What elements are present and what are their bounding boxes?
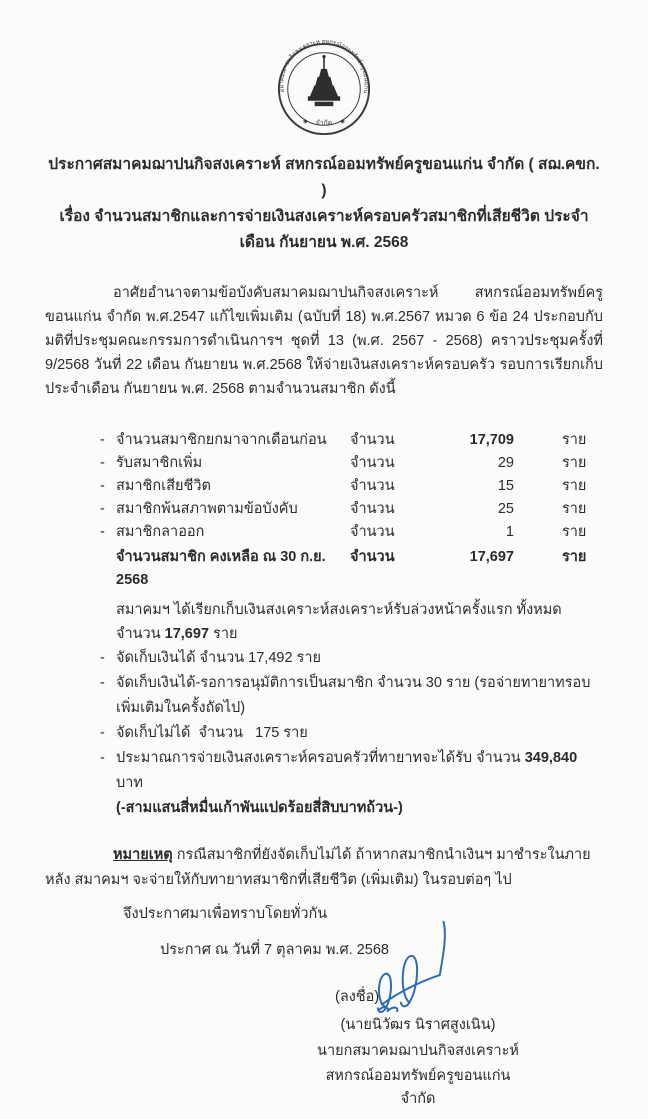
signature-stroke-loop-large: [401, 956, 417, 1006]
signer-name: (นายนิวัฒร นิราศสูงเนิน): [340, 1017, 496, 1033]
member-row-label: จำนวนสมาชิกยกมาจากเดือนก่อน: [116, 432, 327, 448]
seal-container: [45, 0, 603, 142]
bullet-dash: -: [100, 725, 105, 741]
announcement-title-line1: ประกาศสมาคมฌาปนกิจสงเคราะห์ สหกรณ์ออมทรัพย์ครูขอนแก่น จำกัด ( สฌ.คขก. ): [48, 156, 600, 199]
member-row-unit: ราย: [562, 524, 587, 540]
member-row-value: 25: [497, 501, 514, 517]
collection-item-pre: จัดเก็บเงินได้ จำนวน 17,492 ราย: [116, 650, 321, 666]
collection-item-estimated-payout: [100, 746, 603, 796]
announcement-title-line2: เรื่อง จำนวนสมาชิกและการจ่ายเงินสงเคราะห์ครอบครัวสมาชิกที่เสียชีวิต ประจำเดือน กันยายน พ.ศ. 2568: [59, 208, 589, 251]
seal-bottom-text: จำกัด: [315, 119, 333, 127]
bullet-dash-empty: [100, 546, 116, 592]
stupa-icon: [308, 55, 339, 105]
bullet-dash: -: [100, 455, 105, 471]
bullet-dash: -: [100, 478, 105, 494]
bullet-dash: -: [100, 524, 105, 540]
collection-intro-value: 17,697: [164, 626, 209, 642]
member-row-count-word: จำนวน: [350, 501, 395, 517]
member-row-label: สมาชิกลาออก: [116, 524, 205, 540]
member-row-unit: ราย: [562, 432, 587, 448]
member-row-value: 15: [497, 478, 514, 494]
signer-position-line1: นายกสมาคมฌาปนกิจสงเคราะห์: [317, 1043, 519, 1059]
collection-item-text: [116, 671, 603, 721]
collection-item-pre: ประมาณการจ่ายเงินสงเคราะห์ครอบครัวที่ทายาทจะได้รับ จำนวน: [116, 750, 525, 766]
bullet-dash: -: [100, 750, 105, 766]
collection-item-pre: จัดเก็บไม่ได้ จำนวน 175 ราย: [116, 725, 308, 741]
member-row-value: 17,709: [469, 432, 514, 448]
signature-block: [45, 969, 603, 1119]
signature-ink-icon: [367, 919, 467, 1014]
member-row-carried-over: [100, 429, 603, 452]
collection-item-text: [116, 721, 603, 746]
member-row-unit: ราย: [562, 455, 587, 471]
bullet-dash: -: [100, 432, 105, 448]
member-row-label: สมาชิกเสียชีวิต: [116, 478, 211, 494]
note-paragraph: [45, 843, 603, 893]
bullet-dash: -: [100, 650, 105, 666]
collection-item-pending-approval: [100, 671, 603, 721]
member-total-unit: ราย: [562, 549, 587, 565]
seal-star-right: ✱: [340, 119, 346, 126]
signer-position-line2: สหกรณ์ออมทรัพย์ครูขอนแก่น จำกัด: [325, 1068, 511, 1107]
collection-item-bold: 349,840: [524, 750, 578, 766]
member-row-deceased: [100, 475, 603, 498]
member-row-resigned: [100, 521, 603, 544]
association-seal-logo: [275, 40, 373, 138]
amount-in-words: (-สามแสนสี่หมื่นเก้าพันแปดร้อยสี่สิบบาทถ้วน-): [116, 800, 403, 816]
sign-here-label: (ลงชื่อ): [335, 989, 380, 1005]
collection-item-text: [116, 746, 603, 796]
collection-item-post: บาท: [116, 750, 582, 791]
member-row-unit: ราย: [562, 478, 587, 494]
closing-statement: จึงประกาศมาเพื่อทราบโดยทั่วกัน: [123, 906, 328, 922]
collection-item-text: [116, 646, 603, 671]
collection-intro-prefix: สมาคมฯ ได้เรียกเก็บเงินสงเคราะห์สงเคราะห์รับล่วงหน้าครั้งแรก ทั้งหมด จำนวน: [116, 602, 566, 642]
member-row-label: สมาชิกพ้นสภาพตามข้อบังคับ: [116, 501, 298, 517]
note-text: กรณีสมาชิกที่ยังจัดเก็บไม่ได้ ถ้าหากสมาชิกนำเงินฯ มาชำระในภายหลัง สมาคมฯ จะจ่ายให้กับทายาทสมาชิกที่เสียชีวิต (เพิ่มเติม) ในรอบต่อๆ ไป: [45, 847, 591, 888]
member-row-value: 29: [497, 455, 514, 471]
member-total-label: จำนวนสมาชิก คงเหลือ ณ 30 ก.ย. 2568: [116, 549, 326, 588]
member-row-label: รับสมาชิกเพิ่ม: [116, 455, 203, 471]
seal-ring-text: สมาคมฌาปนกิจสงเคราะห์ สหกรณ์ออมทรัพย์ครูขอนแก่น: [279, 40, 369, 94]
member-total-count-word: จำนวน: [350, 549, 395, 565]
member-row-count-word: จำนวน: [350, 455, 395, 471]
bullet-dash: -: [100, 501, 105, 517]
note-label: หมายเหตุ: [113, 847, 173, 863]
member-statistics-list: [45, 429, 603, 592]
collection-item-collected: [100, 646, 603, 671]
collection-section: [45, 598, 603, 821]
bullet-dash: -: [100, 675, 105, 691]
collection-intro: [116, 598, 603, 646]
member-row-count-word: จำนวน: [350, 478, 395, 494]
member-row-count-word: จำนวน: [350, 524, 395, 540]
member-row-count-word: จำนวน: [350, 432, 395, 448]
collection-item-pre: จัดเก็บเงินได้-รอการอนุมัติการเป็นสมาชิก จำนวน 30 ราย (รอจ่ายทายาทรอบเพิ่มเติมในครั้งถัดไป): [116, 675, 591, 716]
member-row-new-members: [100, 452, 603, 475]
member-total-value: 17,697: [469, 549, 514, 565]
collection-item-uncollected: [100, 721, 603, 746]
member-row-terminated: [100, 498, 603, 521]
intro-paragraph: อาศัยอำนาจตามข้อบังคับสมาคมฌาปนกิจสงเคราะห์ สหกรณ์ออมทรัพย์ครูขอนแก่น จำกัด พ.ศ.2547 แก้ไขเพิ่มเติม (ฉบับที่ 18) พ.ศ.2567 หมวด 6 ข้อ 24 ประกอบกับมติที่ประชุมคณะกรรมการดำเนินการฯ ชุดที่ 13 (พ.ศ. 2567 - 2568) คราวประชุมครั้งที่ 9/2568 วันที่ 22 เดือน กันยายน พ.ศ.2568 ให้จ่ายเงินสงเคราะห์ครอบครัว รอบการเรียกเก็บประจำเดือน กันยายน พ.ศ. 2568 ตามจำนวนสมาชิก ดังนี้: [45, 285, 603, 397]
collection-intro-suffix: ราย: [209, 626, 238, 642]
member-row-value: 1: [505, 524, 514, 540]
seal-star-left: ✱: [302, 119, 308, 126]
member-row-remaining-total: [100, 546, 603, 592]
announcement-date: ประกาศ ณ วันที่ 7 ตุลาคม พ.ศ. 2568: [160, 942, 389, 958]
member-row-unit: ราย: [562, 501, 587, 517]
